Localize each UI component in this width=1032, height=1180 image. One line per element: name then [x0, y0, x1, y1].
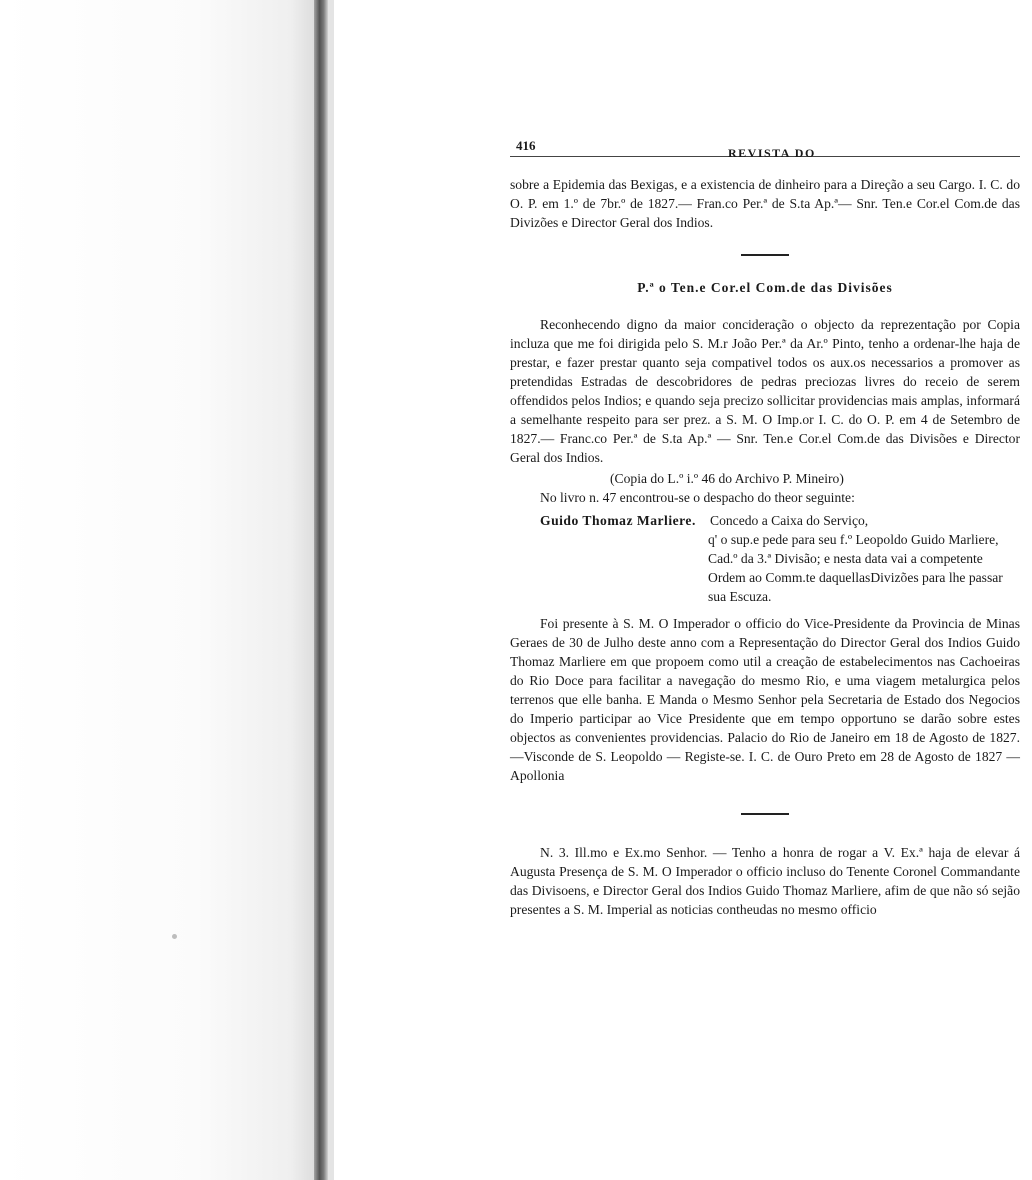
- book-spine-edge: [328, 0, 334, 1180]
- section-divider: [741, 254, 789, 256]
- dispatch-name: Guido Thomaz Marliere.: [540, 513, 696, 528]
- dispatch-body: [710, 511, 1020, 530]
- running-title: REVISTA DO: [728, 146, 816, 160]
- page-number: 416: [516, 138, 536, 153]
- book-spine-shadow: [314, 0, 328, 1180]
- dispatch-text: q' o sup.e pede para seu f.º Leopoldo Guido Marliere, Cad.º da 3.ª Divisão; e nesta data vai a competente Ordem ao Comm.te daquellasDivizões para lhe passar sua Escuza.: [708, 532, 1003, 604]
- letter-paragraph: Reconhecendo digno da maior concideração o objecto da reprezentação por Copia incluza que me foi dirigida pelo S. M.r João Per.ª da Ar.º Pinto, tenho a ordenar-lhe haja de prestar, e fazer prestar quanto seja compativel todos os aux.os necessarios a promover as pretendidas Estradas de descobridores de pedras preciozas livres do receio de serem offendidos pelos Indios; e quando seja precizo sollicitar providencias mais amplas, informará a semelhante respeito para ser prez. a S. M. O Imp.or I. C. do O. P. em 4 de Setembro de 1827.— Franc.co Per.ª de S.ta Ap.ª — Snr. Ten.e Cor.el Com.de das Divisões e Director Geral dos Indios.: [510, 317, 1020, 465]
- paper-speck: [172, 934, 177, 939]
- dispatch-entry: [510, 511, 1020, 530]
- running-header: [510, 132, 1020, 160]
- archive-note: No livro n. 47 encontrou-se o despacho do theor seguinte:: [540, 490, 855, 505]
- dispatch-first-line: Concedo a Caixa do Serviço,: [710, 513, 869, 528]
- report-paragraph: Foi presente à S. M. O Imperador o officio do Vice-Presidente da Provincia de Minas Geraes de 30 de Julho deste anno com a Representação do Director Geral dos Indios Guido Thomaz Marliere em que propoem como util a creação de estabelecimentos nas Cachoeiras do Rio Doce para facilitar a navegação do mesmo Rio, e uma viagem metalurgica pelos terrenos que elle banha. E Manda o Mesmo Senhor pela Secretaria de Estado dos Negocios do Imperio participar ao Vice Presidente que em tempo opportuno se darão sobre estes objectos as convenientes providencias. Palacio do Rio de Janeiro em 18 de Agosto de 1827.—Visconde de S. Leopoldo — Registe-se. I. C. de Ouro Preto em 28 de Agosto de 1827 — Apollonia: [510, 616, 1020, 783]
- document-page: [510, 132, 1020, 919]
- section-heading: P.ª o Ten.e Cor.el Com.de das Divisões: [637, 280, 893, 295]
- source-citation: (Copia do L.º i.º 46 do Archivo P. Mineiro): [610, 471, 844, 486]
- intro-paragraph: sobre a Epidemia das Bexigas, e a existencia de dinheiro para a Direção a seu Cargo. I. C. do O. P. em 1.º de 7br.º de 1827.— Fran.co Per.ª de S.ta Ap.ª— Snr. Ten.e Cor.el Com.de das Divizões e Director Geral dos Indios.: [510, 177, 1020, 230]
- final-paragraph: N. 3. Ill.mo e Ex.mo Senhor. — Tenho a honra de rogar a V. Ex.ª haja de elevar á Augusta Presença de S. M. O Imperador o officio incluso do Tenente Coronel Commandante das Divisoens, e Director Geral dos Indios Guido Thomaz Marliere, afim de que não só sejão presentes a S. M. Imperial as noticias contheudas no mesmo officio: [510, 845, 1020, 917]
- section-divider-2: [741, 813, 789, 815]
- book-gutter: [0, 0, 330, 1180]
